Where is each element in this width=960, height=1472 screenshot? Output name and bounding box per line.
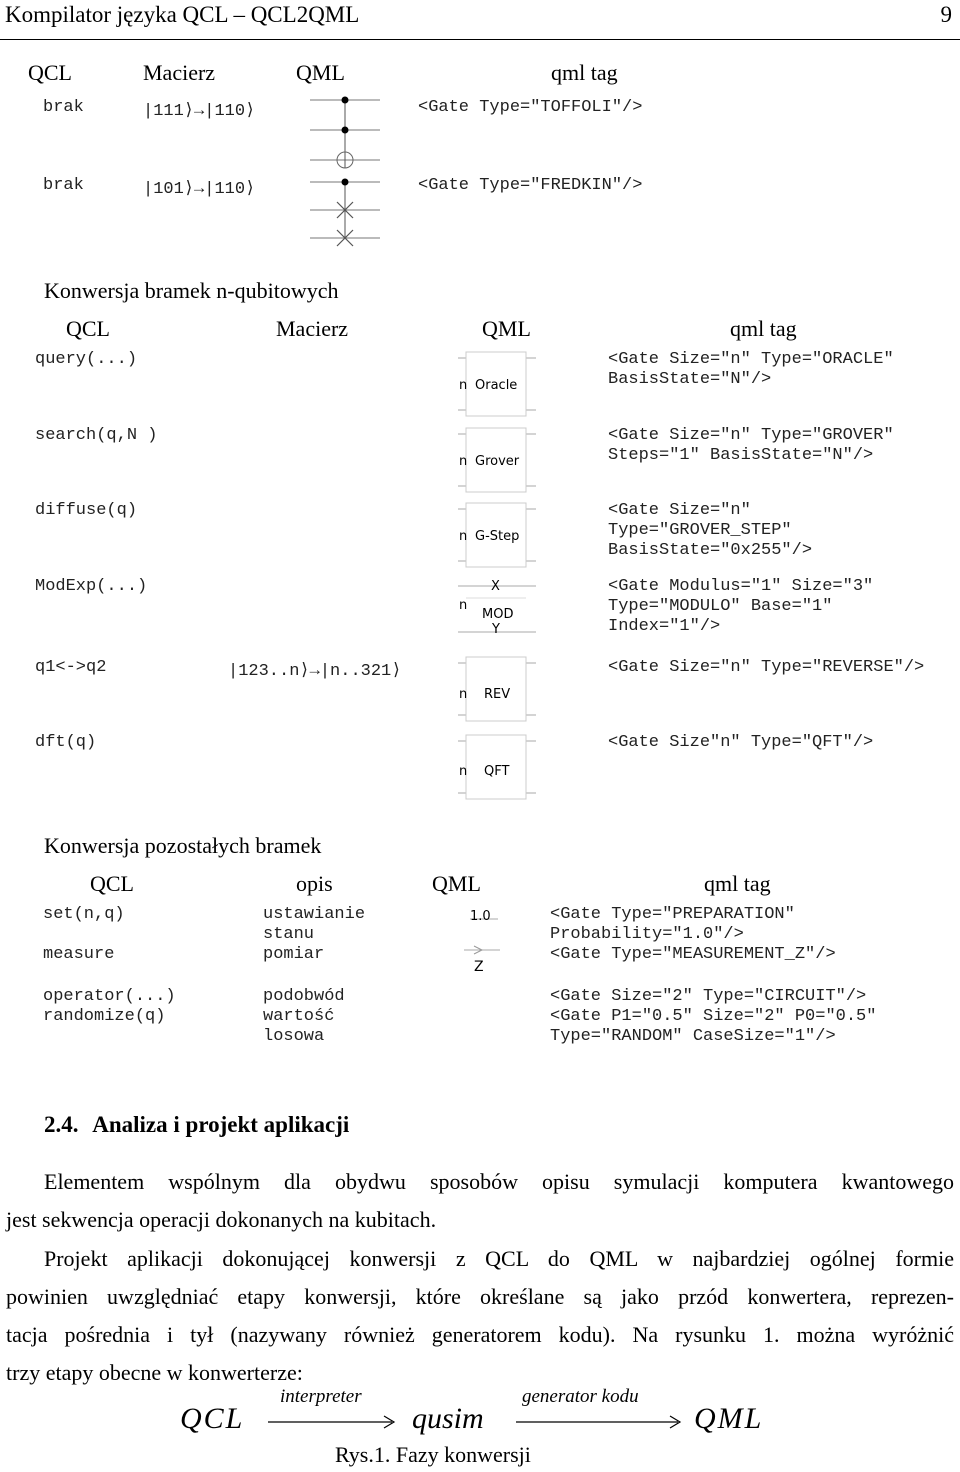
figure-node-qusim: qusim <box>412 1402 484 1435</box>
arrow-right-icon <box>516 1414 686 1430</box>
tag-random <box>550 1007 876 1047</box>
tag-measurement: <Gate Type=″MEASUREMENT_Z″/> <box>550 945 836 964</box>
paragraph-line: Elementem wspólnym dla obydwu sposobów opisu symulacji komputera kwantowego <box>44 1169 954 1194</box>
tag-oracle <box>608 350 894 390</box>
gate-n-label: n <box>459 687 468 702</box>
section-title: Analiza i projekt aplikacji <box>92 1112 350 1137</box>
gate-reverse <box>452 655 542 725</box>
arrow-right-icon <box>268 1414 400 1430</box>
qcl-query: query(...) <box>35 350 138 369</box>
tag-line: Type=″RANDOM″ CaseSize=″1″/> <box>550 1027 836 1046</box>
section2-header-matrix: Macierz <box>276 316 349 341</box>
table1-header-qcl: QCL <box>28 60 72 85</box>
opis-line: wartość <box>263 1007 335 1026</box>
section2-title: Konwersja bramek n-qubitowych <box>44 278 339 303</box>
tag-reverse <box>608 658 924 678</box>
tag-line: BasisState=″N″/> <box>608 370 772 389</box>
table1-header-tag: qml tag <box>551 60 618 85</box>
figure-caption: Rys.1. Fazy konwersji <box>335 1442 531 1467</box>
running-header-title: Kompilator języka QCL – QCL2QML <box>5 2 360 27</box>
tag-grover-step <box>608 501 812 561</box>
preparation-symbol <box>440 905 500 929</box>
section2-header-tag: qml tag <box>730 316 797 341</box>
gate-modexp <box>452 574 542 644</box>
tag-line: <Gate Size=″n″ <box>608 501 751 520</box>
section3-header-qcl: QCL <box>90 871 134 896</box>
figure-node-qcl: QCL <box>180 1402 245 1435</box>
paragraph-1 <box>6 1163 954 1239</box>
conversion-figure <box>180 1386 780 1442</box>
table1-row2-qcl: brak <box>43 176 84 195</box>
gate-label: Grover <box>475 454 520 469</box>
qcl-measure: measure <box>43 945 115 964</box>
toffoli-fredkin-circuit <box>300 88 390 258</box>
tag-line: Type=″MODULO″ Base=″1″ <box>608 597 833 616</box>
qcl-diffuse: diffuse(q) <box>35 501 138 520</box>
qcl-operator: operator(...) <box>43 987 176 1006</box>
section2-header-qcl: QCL <box>66 316 110 341</box>
table1-header-qml: QML <box>296 60 345 85</box>
figure-edge-generator: generator kodu <box>522 1386 639 1407</box>
paragraph-line: jest sekwencja operacji dokonanych na kubitach. <box>6 1207 437 1232</box>
section-number: 2.4. <box>44 1112 79 1137</box>
opis-set <box>263 905 365 945</box>
tag-line: Index=″1″/> <box>608 617 721 636</box>
opis-randomize <box>263 1007 334 1047</box>
qcl-search: search(q,N ) <box>35 426 158 445</box>
preparation-value: 1.0 <box>470 909 491 924</box>
section3-header-opis: opis <box>296 871 333 896</box>
measurement-symbol <box>462 942 502 978</box>
table1-row1-matrix: |111⟩→|110⟩ <box>143 102 256 121</box>
tag-line: Steps=″1″ BasisState=″N″/> <box>608 446 874 465</box>
qcl-modexp: ModExp(...) <box>35 577 148 596</box>
tag-line: <Gate Size″n″ Type=″QFT″/> <box>608 733 874 752</box>
opis-operator: podobwód <box>263 987 345 1006</box>
tag-line: <Gate Size=″n″ Type=″REVERSE″/> <box>608 658 925 677</box>
gate-n-label: n <box>459 598 468 613</box>
tag-circuit: <Gate Size=″2″ Type=″CIRCUIT″/> <box>550 987 867 1006</box>
tag-line: Type=″GROVER_STEP″ <box>608 521 792 540</box>
tag-preparation <box>550 905 795 945</box>
table1-header-matrix: Macierz <box>143 60 216 85</box>
gate-oracle <box>452 350 542 420</box>
gate-n-label: n <box>459 529 468 544</box>
gate-n-label: n <box>459 454 468 469</box>
opis-line: stanu <box>263 925 315 944</box>
gate-label: QFT <box>484 764 510 779</box>
tag-qft <box>608 733 873 753</box>
paragraph-line: Projekt aplikacji dokonującej konwersji z QCL do QML w najbardziej ogólnej formie <box>44 1246 954 1271</box>
control-dot-icon <box>342 179 349 186</box>
gate-n-label: n <box>459 378 468 393</box>
paragraph-2 <box>6 1240 954 1392</box>
tag-line: Probability=″1.0″/> <box>550 925 744 944</box>
gate-y-label: Y <box>492 622 500 637</box>
opis-line: losowa <box>263 1027 325 1046</box>
table1-row2-matrix: |101⟩→|110⟩ <box>143 180 256 199</box>
page-number: 9 <box>940 2 952 27</box>
qcl-set: set(n,q) <box>43 905 125 924</box>
section3-header-qml: QML <box>432 871 481 896</box>
section-heading <box>44 1112 349 1138</box>
opis-measure: pomiar <box>263 945 325 964</box>
measurement-axis: Z <box>474 959 484 975</box>
gate-label: REV <box>484 687 511 702</box>
control-dot-icon <box>342 127 349 134</box>
opis-line: ustawianie <box>263 905 366 924</box>
table1-row1-tag: <Gate Type=″TOFFOLI″/> <box>418 98 643 117</box>
tag-line: <Gate Modulus=″1″ Size=″3″ <box>608 577 874 596</box>
tag-line: <Gate Size=″n″ Type=″ORACLE″ <box>608 350 894 369</box>
section3-header-tag: qml tag <box>704 871 771 896</box>
tag-line: <Gate Type=″PREPARATION″ <box>550 905 795 924</box>
gate-label: MOD <box>482 607 514 622</box>
gate-n-label: n <box>459 764 468 779</box>
gate-grover <box>452 426 542 496</box>
gate-qft <box>452 733 542 803</box>
qcl-randomize: randomize(q) <box>43 1007 166 1026</box>
paragraph-line: trzy etapy obecne w konwerterze: <box>6 1360 303 1385</box>
matrix-reverse: |123..n⟩→|n..321⟩ <box>228 662 402 681</box>
header-rule <box>0 39 960 40</box>
paragraph-line: tacja pośrednia i tył (nazywany również generatorem kodu). Na rysunku 1. można wyróżnić <box>6 1322 954 1347</box>
qcl-swap: q1<->q2 <box>35 658 107 677</box>
qcl-dft: dft(q) <box>35 733 97 752</box>
gate-x-label: X <box>491 579 500 594</box>
table1-row1-qcl: brak <box>43 98 84 117</box>
tag-line: BasisState=″0x255″/> <box>608 541 813 560</box>
figure-edge-interpreter: interpreter <box>280 1386 362 1407</box>
paragraph-line: powinien uwzględniać etapy konwersji, które określane są jako przód konwertera, reprezen- <box>6 1284 954 1309</box>
tag-modulo <box>608 577 873 637</box>
table1-row2-tag: <Gate Type=″FREDKIN″/> <box>418 176 643 195</box>
figure-node-qml: QML <box>694 1402 764 1435</box>
section2-header-qml: QML <box>482 316 531 341</box>
tag-grover <box>608 426 894 466</box>
control-dot-icon <box>342 97 349 104</box>
tag-line: <Gate Size=″n″ Type=″GROVER″ <box>608 426 894 445</box>
gate-g-step <box>452 501 542 571</box>
gate-label: G-Step <box>475 529 520 544</box>
gate-label: Oracle <box>475 378 518 393</box>
section3-title: Konwersja pozostałych bramek <box>44 833 322 858</box>
tag-line: <Gate P1=″0.5″ Size=″2″ P0=″0.5″ <box>550 1007 877 1026</box>
